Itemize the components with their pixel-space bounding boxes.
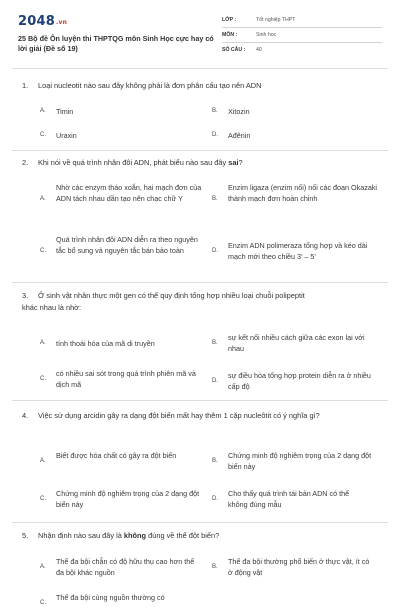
- meta-value: 40: [256, 47, 262, 53]
- question-number: 4.: [22, 411, 29, 420]
- section-divider: [12, 400, 388, 401]
- meta-key: SỐ CÂU :: [222, 47, 246, 53]
- meta-row-subject: [222, 28, 382, 43]
- question-stem-4: [22, 410, 382, 422]
- document-title: 25 Bộ đề Ôn luyện thi THPTQG môn Sinh Học cực hay có lời giải (Đề số 19): [18, 34, 214, 53]
- document-meta-table: [222, 13, 382, 57]
- option-text: Quá trình nhân đôi ADN diễn ra theo nguyên tắc bổ sung và nguyên tắc bán bảo toàn: [56, 235, 198, 255]
- option-letter: D.: [212, 496, 218, 502]
- option-letter: B.: [212, 564, 218, 570]
- option-text: Enzim ADN polimeraza tổng hợp và kéo dài mạch mới theo chiều 3’ – 5’: [228, 241, 368, 261]
- question-text-end: ?: [238, 158, 243, 167]
- question-emphasis: sai: [228, 158, 239, 167]
- option-letter: D.: [212, 248, 218, 254]
- option-text: Timin: [56, 107, 74, 116]
- option-text: sự kết nối nhiều cách giữa các exon lại với nhau: [228, 333, 365, 353]
- option-text: Enzim ligaza (enzim nối) nối các đoạn Okazaki thành mạch đơn hoàn chỉnh: [228, 183, 378, 203]
- option-letter: D.: [212, 132, 218, 138]
- question-stem-1: [22, 80, 382, 92]
- option-text: Thể đa bội chẵn có độ hữu thụ cao hơn thể đa bội khác nguồn: [56, 557, 195, 577]
- logo-suffix-text: .vn: [55, 19, 68, 26]
- option-text: tính thoái hóa của mã di truyền: [56, 339, 155, 348]
- option-letter: D.: [212, 378, 218, 384]
- question-text: Nhận định nào sau đây là: [38, 531, 124, 540]
- question-number: 2.: [22, 158, 29, 167]
- option-letter: B.: [212, 196, 218, 202]
- option-text: Thể đa bội thường phổ biến ở thực vật, ít có ở động vật: [228, 557, 370, 577]
- option-text: Nhờ các enzym tháo xoắn, hai mạch đơn của ADN tách nhau dần tạo nên chạc chữ Y: [56, 183, 202, 203]
- meta-row-class: [222, 13, 382, 28]
- question-stem-2: [22, 157, 382, 169]
- question-number: 3.: [22, 291, 29, 300]
- option-letter: C.: [40, 600, 46, 606]
- question-stem-3: [22, 290, 322, 314]
- option-letter: C.: [40, 376, 46, 382]
- meta-value: Sinh học: [256, 32, 277, 38]
- question-text-end: đúng về thể đột biến?: [146, 531, 220, 540]
- question-text: Loại nucleotit nào sau đây không phải là đơn phân cấu tạo nên ADN: [38, 81, 262, 90]
- meta-key: LỚP :: [222, 17, 237, 23]
- option-letter: B.: [212, 458, 218, 464]
- question-text: Ở sinh vật nhân thực một gen có thể quy định tổng hợp nhiều loại chuỗi polipeptit khác nhau là nhờ:: [22, 291, 305, 312]
- option-text: Cho thấy quá trình tái bản ADN có thể không đúng mẫu: [228, 489, 350, 509]
- option-letter: C.: [40, 248, 46, 254]
- option-text: có nhiều sai sót trong quá trình phiên mã và dịch mã: [56, 369, 196, 389]
- meta-row-count: [222, 43, 382, 57]
- question-number: 1.: [22, 81, 29, 90]
- question-number: 5.: [22, 531, 29, 540]
- option-letter: A.: [40, 108, 46, 114]
- option-letter: A.: [40, 564, 46, 570]
- question-text: Việc sử dụng arcidin gây ra dạng đột biến mất hay thêm 1 cặp nucleôtit có ý nghĩa gì?: [38, 411, 320, 420]
- question-text: Khi nói về quá trình nhân đôi ADN, phát biểu nào sau đây: [38, 158, 229, 167]
- question-emphasis: không: [123, 531, 147, 540]
- document-header: [0, 0, 400, 64]
- option-text: sự điều hòa tổng hợp protein diễn ra ở nhiều cấp độ: [228, 371, 371, 391]
- option-text: Biết được hóa chất có gây ra đột biến: [56, 451, 177, 460]
- option-text: Chứng minh độ nghiêm trọng của 2 dạng đột biến này: [228, 451, 372, 471]
- option-letter: A.: [40, 196, 46, 202]
- option-letter: B.: [212, 340, 218, 346]
- meta-value: Tốt nghiệp THPT: [256, 17, 296, 23]
- option-letter: A.: [40, 340, 46, 346]
- meta-key: MÔN :: [222, 32, 238, 38]
- section-divider: [12, 522, 388, 523]
- option-letter: A.: [40, 458, 46, 464]
- section-divider: [12, 282, 388, 283]
- site-logo[interactable]: [18, 14, 67, 29]
- option-letter: C.: [40, 132, 46, 138]
- option-letter: C.: [40, 496, 46, 502]
- option-text: Ađênin: [228, 131, 251, 140]
- option-text: Thể đa bội cùng nguồn thường có: [56, 593, 165, 602]
- option-text: Chứng minh độ nghiêm trọng của 2 dạng đột biến này: [56, 489, 200, 509]
- section-divider: [12, 68, 388, 69]
- option-text: Xitozin: [228, 107, 250, 116]
- section-divider: [12, 150, 388, 151]
- question-stem-5: [22, 530, 382, 542]
- logo-main-text: 2048: [18, 14, 55, 29]
- option-letter: B.: [212, 108, 218, 114]
- option-text: Uraxin: [56, 131, 77, 140]
